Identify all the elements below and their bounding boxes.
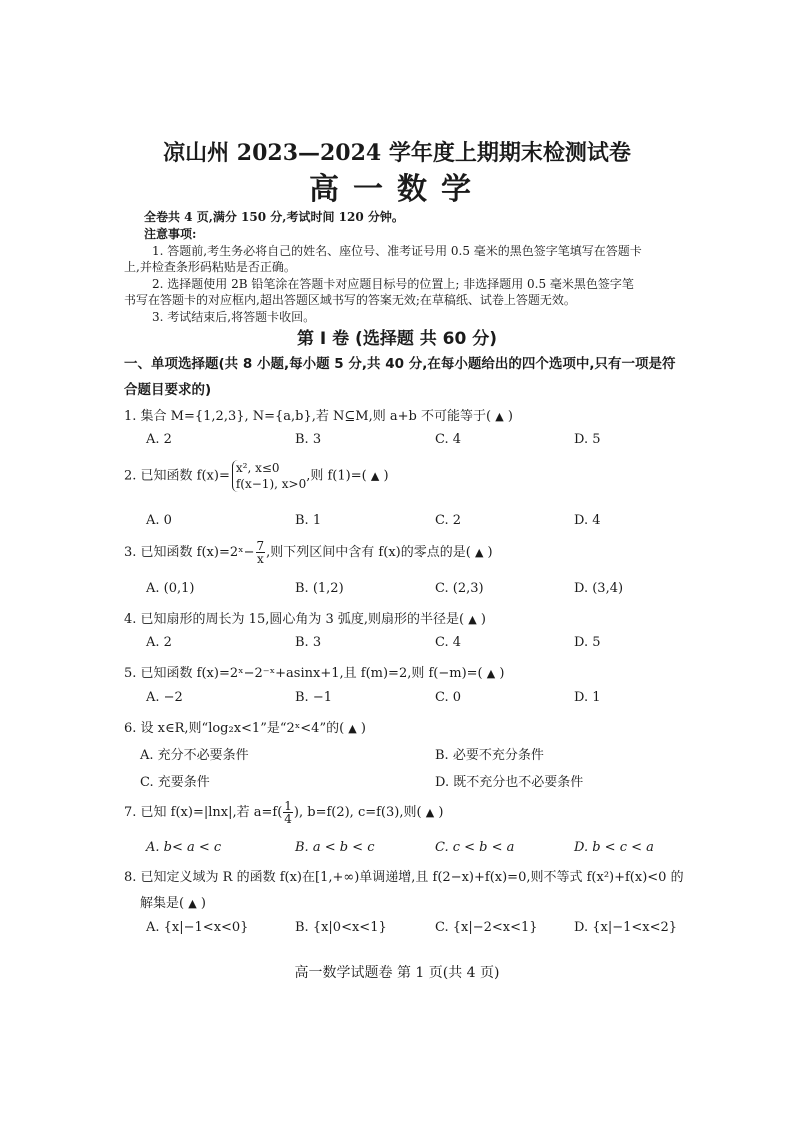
fraction-denominator: 4 [284,812,292,826]
question-stem: 5. 已知函数 f(x)=2ˣ−2⁻ˣ+asinx+1,且 f(m)=2,则 f(−m)=( [124,666,483,681]
question-stem: 4. 已知扇形的周长为 15,圆心角为 3 弧度,则扇形的半径是( [124,612,465,627]
answer-mark: ▲ [188,897,197,910]
question-7 [124,800,443,825]
q3-option-a: A. (0,1) [146,581,195,596]
piecewise-function [232,460,306,492]
q5-option-d: D. 1 [574,690,601,705]
question-stem: 7. 已知 f(x)=|lnx|,若 a=f( [124,805,283,820]
q8-option-d: D. {x|−1<x<2} [574,920,678,935]
answer-mark: ▲ [370,469,380,483]
piecewise-case-2: f(x−1), x>0 [235,477,307,491]
q1-option-a: A. 2 [146,432,172,447]
question-4 [124,608,486,627]
fraction [283,800,293,825]
q4-option-a: A. 2 [146,635,172,650]
q7-option-b: B. a < b < c [295,840,375,855]
q8-option-c: C. {x|−2<x<1} [435,920,538,935]
close-paren: ) [200,896,206,911]
question-stem-cont: 解集是( [140,896,185,911]
question-stem: 3. 已知函数 f(x)=2ˣ− [124,545,255,560]
question-3 [124,540,493,565]
q1-option-b: B. 3 [295,432,322,447]
notice-3: 3. 考试结束后,将答题卡收回。 [152,310,316,324]
q4-option-d: D. 5 [574,635,601,650]
q6-option-b: B. 必要不充分条件 [435,748,544,763]
section-heading: 一、单项选择题(共 8 小题,每小题 5 分,共 40 分,在每小题给出的四个选项中,只有一项是符 [124,356,676,372]
exam-title: 凉山州 2023—2024 学年度上期期末检测试卷 [163,140,631,166]
question-stem: 6. 设 x∈R,则“log₂x<1”是“2ˣ<4”的( [124,721,345,736]
answer-mark: ▲ [348,722,357,735]
close-paren: ) [499,666,505,681]
answer-mark: ▲ [495,410,504,423]
question-stem-cont: ,则 f(1)=( [306,468,367,484]
question-2 [124,460,389,492]
notice-title: 注意事项: [144,227,197,241]
close-paren: ) [360,721,366,736]
close-paren: ) [480,612,486,627]
question-stem-cont: ,则下列区间中含有 f(x)的零点的是( [266,545,471,560]
page-footer: 高一数学试题卷 第 1 页(共 4 页) [294,965,500,981]
close-paren: ) [438,805,444,820]
close-paren: ) [507,409,513,424]
q5-option-a: A. −2 [146,690,183,705]
notice-1b: 上,并检查条形码粘贴是否正确。 [124,260,296,274]
q8-option-a: A. {x|−1<x<0} [146,920,249,935]
piecewise-case-1: x², x≤0 [235,461,280,475]
q8-option-b: B. {x|0<x<1} [295,920,387,935]
q7-option-d: D. b < c < a [574,840,654,855]
question-stem: 2. 已知函数 f(x)= [124,468,230,484]
q7-option-a: A. b< a < c [146,840,222,855]
q5-option-c: C. 0 [435,690,462,705]
fraction-numerator: 7 [256,539,265,553]
q6-option-a: A. 充分不必要条件 [140,748,249,763]
q2-option-d: D. 4 [574,513,601,528]
q2-option-a: A. 0 [146,513,172,528]
answer-mark: ▲ [468,613,477,626]
q2-option-c: C. 2 [435,513,462,528]
question-6 [124,717,366,736]
exam-subject: 高一数学 [309,172,485,207]
fraction-numerator: 1 [284,799,292,813]
answer-mark: ▲ [486,667,496,680]
exam-info: 全卷共 4 页,满分 150 分,考试时间 120 分钟。 [144,210,404,224]
q5-option-b: B. −1 [295,690,332,705]
q4-option-c: C. 4 [435,635,462,650]
q7-option-c: C. c < b < a [435,840,515,855]
question-stem-cont: ), b=f(2), c=f(3),则( [293,805,422,820]
question-5 [124,662,504,681]
notice-1a: 1. 答题前,考生务必将自己的姓名、座位号、准考证号用 0.5 毫米的黑色签字笔填写在答题卡 [152,244,642,258]
answer-mark: ▲ [425,806,435,819]
notice-2a: 2. 选择题使用 2B 铅笔涂在答题卡对应题目标号的位置上; 非选择题用 0.5 毫米黑色签字笔 [152,277,634,291]
q3-option-d: D. (3,4) [574,581,624,596]
q1-option-d: D. 5 [574,432,601,447]
question-8: 8. 已知定义域为 R 的函数 f(x)在[1,+∞)单调递增,且 f(2−x)+f(x)=0,则不等式 f(x²)+f(x)<0 的 [124,870,684,885]
q4-option-b: B. 3 [295,635,322,650]
q3-option-b: B. (1,2) [295,581,344,596]
notice-2b: 书写在答题卡的对应框内,超出答题区域书写的答案无效;在草稿纸、试卷上答题无效。 [124,293,576,307]
fraction-denominator: x [256,552,264,566]
question-8-cont [140,892,206,911]
close-paren: ) [487,545,493,560]
q6-option-c: C. 充要条件 [140,775,210,790]
question-stem: 1. 集合 M={1,2,3}, N={a,b},若 N⊆M,则 a+b 不可能等于( [124,409,492,424]
q6-option-d: D. 既不充分也不必要条件 [435,775,584,790]
q1-option-c: C. 4 [435,432,462,447]
q3-option-c: C. (2,3) [435,581,484,596]
fraction [256,540,266,565]
section-heading-cont: 合题目要求的) [124,382,212,398]
answer-mark: ▲ [474,546,484,559]
question-1 [124,405,513,424]
q2-option-b: B. 1 [295,513,322,528]
part-one-title: 第 Ⅰ 卷 (选择题 共 60 分) [296,329,498,349]
close-paren: ) [383,468,389,484]
